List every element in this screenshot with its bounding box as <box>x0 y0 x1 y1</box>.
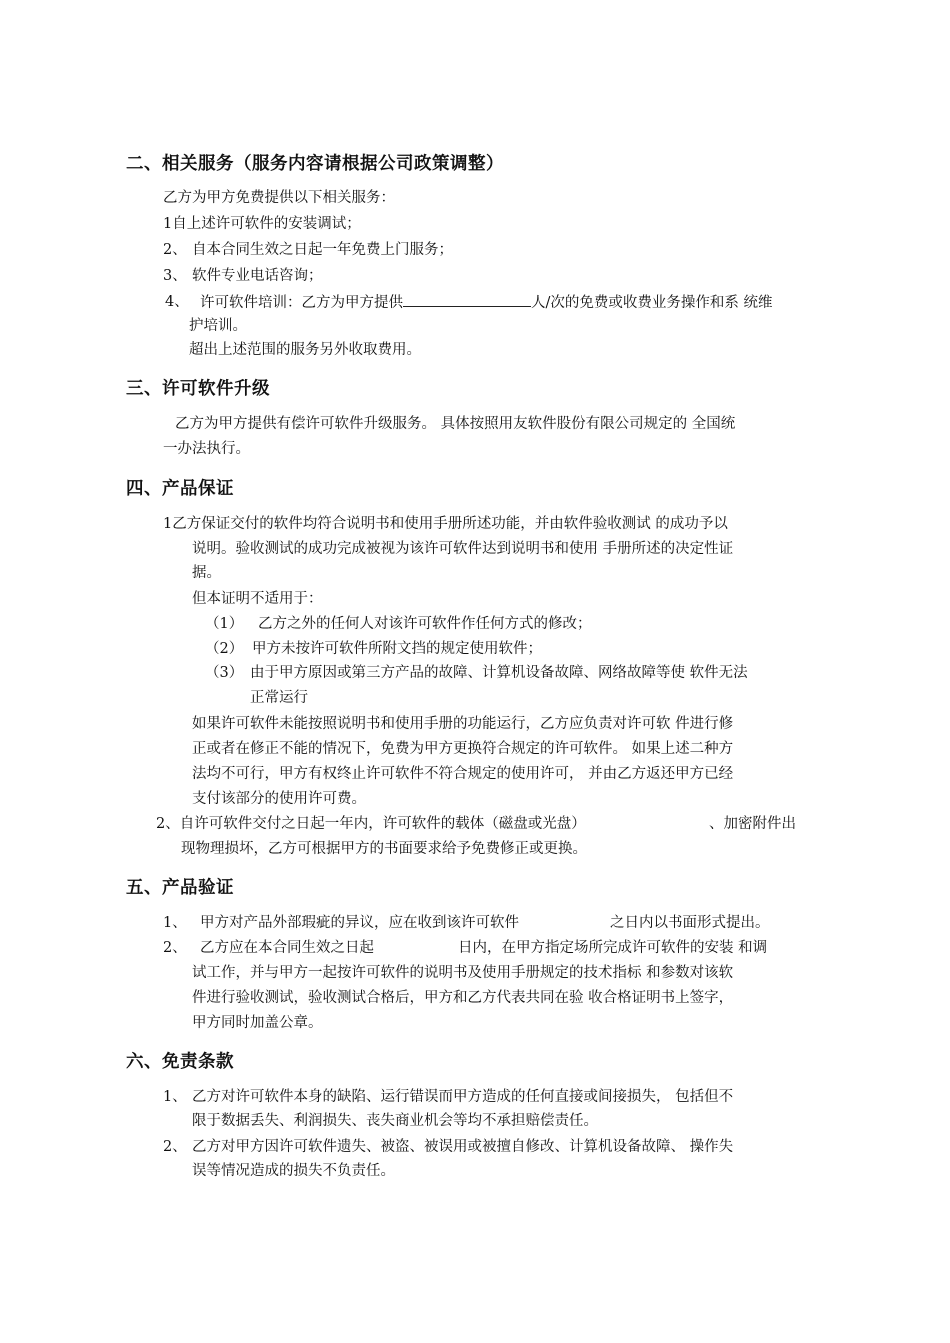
section-2-intro: 乙方为甲方免费提供以下相关服务： <box>163 190 395 206</box>
section-4-p2-line-4: 支付该部分的使用许可费。 <box>192 791 366 807</box>
section-2-item-4-text-a: 许可软件培训：乙方为甲方提供 <box>200 295 403 311</box>
section-4-case-2: 甲方未按许可软件所附文挡的规定使用软件； <box>252 641 542 657</box>
section-3-heading: 三、许可软件升级 <box>126 379 270 399</box>
section-5-item-1-text-a: 甲方对产品外部瑕疵的异议，应在收到该许可软件 <box>200 915 519 931</box>
section-4-p1-line-1: 1乙方保证交付的软件均符合说明书和使用手册所述功能，并由软件验收测试 的成功予以 <box>163 516 728 532</box>
section-2-item-3-number: 3、 <box>163 268 187 284</box>
section-4-case-3-line-2: 正常运行 <box>250 690 308 706</box>
section-6-item-1-number: 1、 <box>163 1089 187 1105</box>
section-5-item-2-number: 2、 <box>163 940 187 956</box>
section-6-item-1-line-1: 乙方对许可软件本身的缺陷、运行错误而甲方造成的任何直接或间接损失， 包括但不 <box>192 1089 734 1105</box>
section-4-p1-line-3: 据。 <box>192 565 221 581</box>
section-4-p3-line-1b: 、加密附件出 <box>709 816 796 832</box>
section-4-case-3-number: （3） <box>205 665 244 681</box>
section-2-item-4-line-2: 护培训。 <box>189 318 247 334</box>
section-3-paragraph-line-2: 一办法执行。 <box>163 441 250 457</box>
section-5-item-1-number: 1、 <box>163 915 187 931</box>
blank-underline <box>403 292 531 307</box>
section-6-item-2-number: 2、 <box>163 1139 187 1155</box>
section-4-case-3-line-1: 由于甲方原因或第三方产品的故障、计算机设备故障、网络故障等使 软件无法 <box>250 665 748 681</box>
section-2-item-4-number: 4、 <box>165 294 189 310</box>
section-4-p2-line-3: 法均不可行，甲方有权终止许可软件不符合规定的使用许可， 并由乙方返还甲方已经 <box>192 766 734 782</box>
section-2-item-4-text-b: 人/次的免费或收费业务操作和系 统维 <box>531 295 773 311</box>
section-5-item-2-text-b: 日内，在甲方指定场所完成许可软件的安装 和调 <box>458 940 768 956</box>
section-5-item-1-text-b: 之日内以书面形式提出。 <box>610 915 770 931</box>
section-2-item-3: 软件专业电话咨询； <box>192 268 323 284</box>
section-2-heading: 二、相关服务（服务内容请根据公司政策调整） <box>126 154 504 174</box>
section-4-case-2-number: （2） <box>205 641 244 657</box>
section-4-p3-line-2: 现物理损坏，乙方可根据甲方的书面要求给予免费修正或更换。 <box>181 841 587 857</box>
section-4-p3-line-1a: 2、自许可软件交付之日起一年内，许可软件的载体（磁盘或光盘） <box>156 816 586 832</box>
section-5-heading: 五、产品验证 <box>126 878 234 898</box>
section-4-heading: 四、产品保证 <box>126 479 234 499</box>
section-4-p2-line-1: 如果许可软件未能按照说明书和使用手册的功能运行，乙方应负责对许可软 件进行修 <box>192 716 734 732</box>
section-2-item-2-number: 2、 <box>163 242 187 258</box>
section-6-item-2-line-1: 乙方对甲方因许可软件遗失、被盗、被误用或被擅自修改、计算机设备故障、 操作失 <box>192 1139 734 1155</box>
section-6-item-2-line-2: 误等情况造成的损失不负责任。 <box>192 1163 395 1179</box>
section-5-item-2-line-4: 甲方同时加盖公章。 <box>192 1015 323 1031</box>
section-2-extra: 超出上述范围的服务另外收取费用。 <box>189 342 421 358</box>
section-5-item-2-line-3: 件进行验收测试，验收测试合格后，甲方和乙方代表共同在验 收合格证明书上签字， <box>192 990 734 1006</box>
section-4-exception-intro: 但本证明不适用于： <box>192 591 323 607</box>
section-4-p1-line-2: 说明。验收测试的成功完成被视为该许可软件达到说明书和使用 手册所述的决定性证 <box>192 541 734 557</box>
section-4-p2-line-2: 正或者在修正不能的情况下，免费为甲方更换符合规定的许可软件。 如果上述二种方 <box>192 741 734 757</box>
section-6-heading: 六、免责条款 <box>126 1052 234 1072</box>
section-5-item-2-line-2: 试工作，并与甲方一起按许可软件的说明书及使用手册规定的技术指标 和参数对该软 <box>192 965 734 981</box>
section-5-item-2-text-a: 乙方应在本合同生效之日起 <box>200 940 374 956</box>
section-3-paragraph-line-1: 乙方为甲方提供有偿许可软件升级服务。 具体按照用友软件股份有限公司规定的 全国统 <box>175 416 736 432</box>
section-2-item-4-line-1 <box>200 292 773 313</box>
section-2-item-1: 1自上述许可软件的安装调试； <box>163 216 361 232</box>
section-4-case-1: 乙方之外的任何人对该许可软件作任何方式的修改； <box>258 616 592 632</box>
section-6-item-1-line-2: 限于数据丢失、利润损失、丧失商业机会等均不承担赔偿责任。 <box>192 1113 598 1129</box>
section-2-item-2: 自本合同生效之日起一年免费上门服务； <box>192 242 453 258</box>
section-4-case-1-number: （1） <box>205 616 244 632</box>
